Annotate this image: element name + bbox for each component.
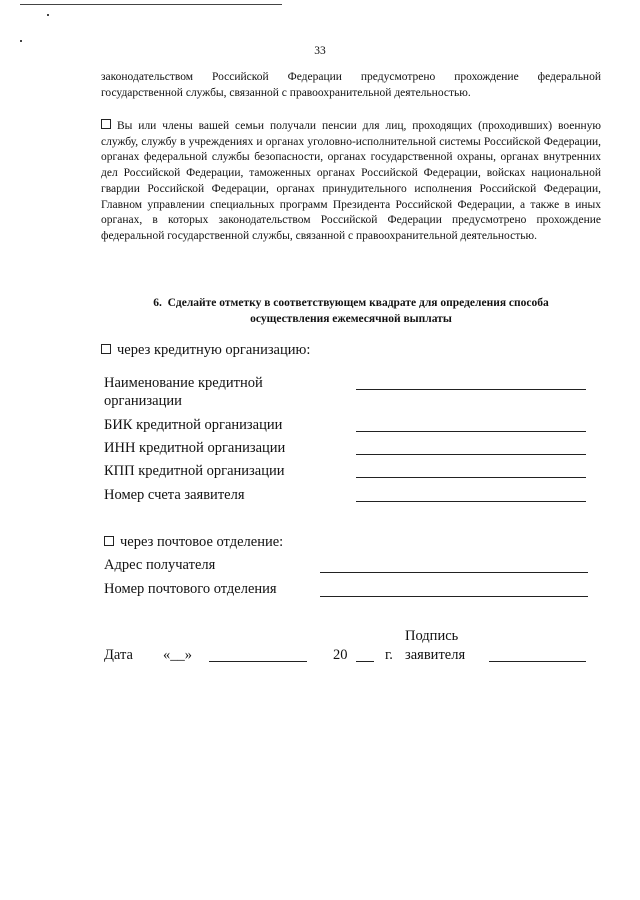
post-office-label: Номер почтового отделения bbox=[104, 581, 277, 597]
bank-name-label: Наименование кредитной организации bbox=[104, 375, 263, 409]
kpp-field[interactable] bbox=[356, 477, 586, 478]
inn-label: ИНН кредитной организации bbox=[104, 440, 286, 456]
pension-paragraph bbox=[101, 119, 601, 245]
signature-field[interactable] bbox=[489, 661, 586, 662]
page-number: 33 bbox=[314, 45, 326, 57]
signature-label-line1: Подпись bbox=[405, 628, 459, 644]
bank-option bbox=[101, 341, 310, 359]
date-day-quotes[interactable]: «__» bbox=[163, 647, 192, 663]
pension-paragraph-text: Вы или члены вашей семьи получали пенсии для лиц, проходящих (проходивших) военную службу, службу в учреждениях и органах уголовно-исполнительной системы Российской Федерации, органах федеральной службы безопасности, органах государственной охраны, органах внутренних дел Российской Федерации, таможенных органах Российской Федерации, войсках национальной гвардии Российской Федерации, органах принудительного исполнения Российской Федерации, Главном управлении специальных программ Президента Российской Федерации, а также в иных органах, в которых законодательством Российской Федерации предусмотрено прохождение федеральной государственной службы, связанной с правоохранительной деятельностью. bbox=[101, 120, 601, 242]
pension-checkbox[interactable] bbox=[101, 119, 111, 129]
bank-option-checkbox[interactable] bbox=[101, 344, 111, 354]
year-prefix: 20 bbox=[333, 647, 348, 663]
scan-dot bbox=[47, 14, 49, 16]
intro-paragraph: законодательством Российской Федерации предусмотрено прохождение федеральной государственной службы, связанной с правоохранительной деятельностью. bbox=[101, 71, 601, 99]
post-option-label: через почтовое отделение: bbox=[120, 534, 284, 550]
section-6-title-line2: осуществления ежемесячной выплаты bbox=[250, 312, 452, 325]
bik-field[interactable] bbox=[356, 431, 586, 432]
scan-edge-line bbox=[20, 4, 282, 5]
bank-name-field[interactable] bbox=[356, 389, 586, 390]
post-option-checkbox[interactable] bbox=[104, 536, 114, 546]
kpp-label: КПП кредитной организации bbox=[104, 463, 285, 479]
signature-label-line2: заявителя bbox=[405, 647, 466, 663]
bank-option-label: через кредитную организацию: bbox=[117, 342, 311, 358]
account-label: Номер счета заявителя bbox=[104, 487, 245, 503]
year-field[interactable] bbox=[356, 661, 374, 662]
inn-field[interactable] bbox=[356, 454, 586, 455]
date-label: Дата bbox=[104, 647, 133, 663]
account-field[interactable] bbox=[356, 501, 586, 502]
section-6-title-line1: 6. Сделайте отметку в соответствующем квадрате для определения способа bbox=[153, 297, 549, 309]
section-6-heading bbox=[101, 296, 601, 327]
address-field[interactable] bbox=[320, 572, 588, 573]
post-office-field[interactable] bbox=[320, 596, 588, 597]
date-month-field[interactable] bbox=[209, 661, 307, 662]
scan-dot bbox=[20, 40, 22, 42]
bik-label: БИК кредитной организации bbox=[104, 417, 283, 433]
address-label: Адрес получателя bbox=[104, 557, 216, 573]
post-option bbox=[104, 533, 283, 551]
year-suffix: г. bbox=[385, 647, 393, 663]
